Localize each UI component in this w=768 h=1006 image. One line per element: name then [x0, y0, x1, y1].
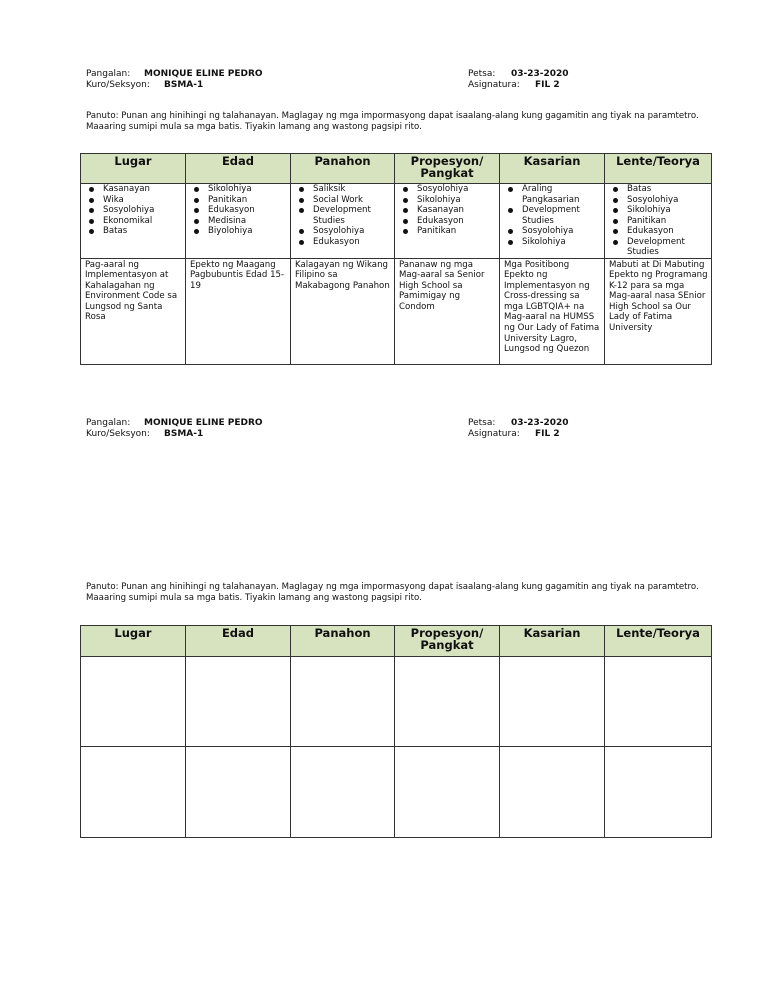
section-label: Kuro/Seksyon:	[86, 80, 150, 90]
bullet-cell-lente	[605, 184, 712, 259]
bullet-cell-edad	[186, 184, 291, 259]
empty-cell[interactable]	[395, 747, 500, 838]
list-item: Panitikan	[627, 216, 711, 227]
list-item: Medisina	[208, 216, 290, 227]
empty-row	[81, 747, 712, 838]
form1-name-row	[86, 69, 263, 80]
topic-text: Mabuti at Di Mabuting Epekto ng Programang K-12 para sa mga Mag-aaral nasa SEnior High School sa Our Lady of Fatima University	[609, 259, 708, 334]
list-item: Sosyolohiya	[417, 184, 499, 195]
list-item: Saliksik	[313, 184, 394, 195]
name-label: Pangalan:	[86, 418, 131, 428]
list-item: Panitikan	[417, 226, 499, 237]
subject-value: FIL 2	[535, 429, 560, 439]
topic-cell-kasarian	[500, 258, 605, 364]
header-lente: Lente/Teorya	[605, 626, 712, 657]
empty-row	[81, 657, 712, 747]
header-lugar: Lugar	[81, 626, 186, 657]
header-lugar: Lugar	[81, 154, 186, 184]
form2-subject-row	[468, 429, 560, 440]
list-item: Sikolohiya	[208, 184, 290, 195]
form1-section-row	[86, 80, 203, 91]
name-label: Pangalan:	[86, 69, 131, 79]
empty-cell[interactable]	[605, 747, 712, 838]
list-item: Sikolohiya	[522, 237, 604, 248]
date-label: Petsa:	[468, 69, 496, 79]
form1-instructions: Panuto: Punan ang hinihingi ng talahanayan. Maglagay ng mga impormasyong dapat isaalang-alang kung gagamitin ang tiyak na paramtetro. Maaaring sumipi mula sa mga batis. Tiyakin lamang ang wastong pagsipi rito.	[86, 111, 699, 132]
section-value: BSMA-1	[164, 80, 204, 90]
topic-cell-lugar	[81, 258, 186, 364]
date-value: 03-23-2020	[511, 69, 569, 79]
subject-label: Asignatura:	[468, 80, 520, 90]
empty-cell[interactable]	[500, 657, 605, 747]
list-item: Panitikan	[208, 195, 290, 206]
list-item: Sikolohiya	[417, 195, 499, 206]
table-header-row	[81, 154, 712, 184]
bullet-cell-propesyon	[395, 184, 500, 259]
bullet-row	[81, 184, 712, 259]
list-item: Sosyolohiya	[522, 226, 604, 237]
header-panahon: Panahon	[291, 154, 395, 184]
form2-name-row	[86, 418, 263, 429]
form1-subject-row	[468, 80, 560, 91]
topic-cell-panahon	[291, 258, 395, 364]
empty-cell[interactable]	[81, 657, 186, 747]
header-panahon: Panahon	[291, 626, 395, 657]
list-item: Sikolohiya	[627, 205, 711, 216]
form2-instructions: Panuto: Punan ang hinihingi ng talahanayan. Maglagay ng mga impormasyong dapat isaalang-alang kung gagamitin ang tiyak na paramtetro. Maaaring sumipi mula sa mga batis. Tiyakin lamang ang wastong pagsipi rito.	[86, 582, 699, 603]
empty-cell[interactable]	[500, 747, 605, 838]
empty-cell[interactable]	[605, 657, 712, 747]
list-item: Kasanayan	[103, 184, 185, 195]
header-kasarian: Kasarian	[500, 154, 605, 184]
header-propesyon: Propesyon/ Pangkat	[395, 154, 500, 184]
header-kasarian: Kasarian	[500, 626, 605, 657]
section-value: BSMA-1	[164, 429, 204, 439]
empty-cell[interactable]	[186, 657, 291, 747]
list-item: Sosyolohiya	[103, 205, 185, 216]
list-item: Sosyolohiya	[627, 195, 711, 206]
topic-text: Kalagayan ng Wikang Filipino sa Makabagong Panahon	[295, 259, 390, 291]
header-lente: Lente/Teorya	[605, 154, 712, 184]
list-item: Biyolohiya	[208, 226, 290, 237]
list-item: Development Studies	[313, 205, 394, 226]
date-value: 03-23-2020	[511, 418, 569, 428]
empty-cell[interactable]	[291, 747, 395, 838]
list-item: Sosyolohiya	[313, 226, 394, 237]
form2-date-row	[468, 418, 569, 429]
list-item: Kasanayan	[417, 205, 499, 216]
list-item: Edukasyon	[313, 237, 394, 248]
form2-table	[80, 625, 712, 838]
name-value: MONIQUE ELINE PEDRO	[144, 69, 263, 79]
list-item: Development Studies	[522, 205, 604, 226]
list-item: Edukasyon	[417, 216, 499, 227]
topic-text: Mga Positibong Epekto ng Implementasyon ng Cross-dressing sa mga LGBTQIA+ na Mag-aaral na HUMSS ng Our Lady of Fatima University Lagro, Lungsod ng Quezon	[504, 259, 600, 355]
header-edad: Edad	[186, 626, 291, 657]
bullet-cell-lugar	[81, 184, 186, 259]
topic-text: Pag-aaral ng Implementasyon at Kahalagahan ng Environment Code sa Lungsod ng Santa Rosa	[85, 259, 178, 323]
list-item: Development Studies	[627, 237, 711, 258]
list-item: Wika	[103, 195, 185, 206]
topic-text: Epekto ng Maagang Pagbubuntis Edad 15-19	[190, 259, 285, 291]
list-item: Araling Pangkasarian	[522, 184, 604, 205]
topic-text: Pananaw ng mga Mag-aaral sa Senior High School sa Pamimigay ng Condom	[399, 259, 485, 312]
topic-cell-lente	[605, 258, 712, 364]
topic-cell-edad	[186, 258, 291, 364]
list-item: Batas	[103, 226, 185, 237]
topic-cell-propesyon	[395, 258, 500, 364]
bullet-cell-panahon	[291, 184, 395, 259]
empty-cell[interactable]	[81, 747, 186, 838]
subject-value: FIL 2	[535, 80, 560, 90]
list-item: Ekonomikal	[103, 216, 185, 227]
list-item: Batas	[627, 184, 711, 195]
form1-date-row	[468, 69, 569, 80]
list-item: Edukasyon	[627, 226, 711, 237]
name-value: MONIQUE ELINE PEDRO	[144, 418, 263, 428]
header-edad: Edad	[186, 154, 291, 184]
form2-section-row	[86, 429, 203, 440]
topic-row	[81, 258, 712, 364]
empty-cell[interactable]	[395, 657, 500, 747]
subject-label: Asignatura:	[468, 429, 520, 439]
section-label: Kuro/Seksyon:	[86, 429, 150, 439]
table-header-row	[81, 626, 712, 657]
empty-cell[interactable]	[186, 747, 291, 838]
form1-table	[80, 153, 712, 365]
header-propesyon: Propesyon/ Pangkat	[395, 626, 500, 657]
list-item: Edukasyon	[208, 205, 290, 216]
empty-cell[interactable]	[291, 657, 395, 747]
bullet-cell-kasarian	[500, 184, 605, 259]
list-item: Social Work	[313, 195, 394, 206]
date-label: Petsa:	[468, 418, 496, 428]
